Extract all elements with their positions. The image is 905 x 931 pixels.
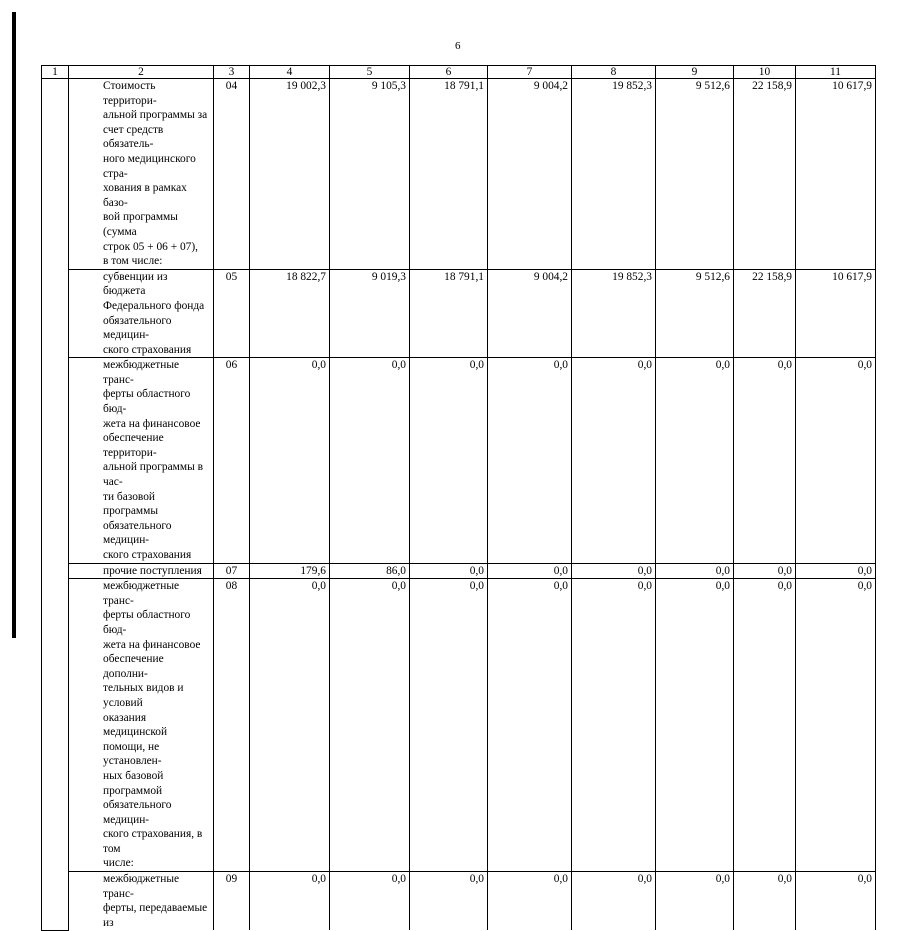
- row-code: 07: [214, 563, 250, 579]
- value-cell: 19 002,3: [250, 79, 330, 270]
- table-row: [42, 563, 876, 579]
- value-cell: 0,0: [734, 872, 796, 931]
- value-cell: 0,0: [796, 563, 876, 579]
- row-code: 06: [214, 358, 250, 563]
- value-cell: 86,0: [330, 563, 410, 579]
- value-cell: 0,0: [656, 872, 734, 931]
- value-cell: 0,0: [330, 358, 410, 563]
- table-row: [42, 358, 876, 563]
- row-description: Стоимость территори- альной программы за счет средств обязатель- ного медицинского стра- хования в рамках базо- вой программы (сумма строк 05 + 06 + 07), в том числе:: [69, 79, 214, 270]
- value-cell: 0,0: [330, 872, 410, 931]
- row-code: 08: [214, 579, 250, 872]
- value-cell: 10 617,9: [796, 269, 876, 358]
- value-cell: 0,0: [410, 579, 488, 872]
- page-binding-line: [12, 12, 16, 638]
- row-description: межбюджетные транс- ферты, передаваемые из: [69, 872, 214, 931]
- header-cell: 10: [734, 66, 796, 79]
- value-cell: 0,0: [410, 872, 488, 931]
- table-row: [42, 269, 876, 358]
- value-cell: 0,0: [488, 358, 572, 563]
- row-description: межбюджетные транс- ферты областного бюд- жета на финансовое обеспечение территори- альной программы в час- ти базовой программы обязательного медицин- ского страхования: [69, 358, 214, 563]
- table-row: [42, 872, 876, 931]
- value-cell: 0,0: [572, 579, 656, 872]
- value-cell: 0,0: [656, 358, 734, 563]
- row-number-cell: [42, 79, 69, 931]
- value-cell: 0,0: [796, 358, 876, 563]
- value-cell: 0,0: [656, 579, 734, 872]
- page-number: 6: [455, 40, 461, 52]
- row-description: межбюджетные транс- ферты областного бюд- жета на финансовое обеспечение дополни- тельных видов и условий оказания медицинской помощи, не установлен- ных базовой программой обязательного медицин- ского страхования, в том числе:: [69, 579, 214, 872]
- value-cell: 19 852,3: [572, 269, 656, 358]
- value-cell: 22 158,9: [734, 79, 796, 270]
- value-cell: 0,0: [734, 579, 796, 872]
- value-cell: 0,0: [410, 563, 488, 579]
- table-row: [42, 79, 876, 270]
- table-row: [42, 579, 876, 872]
- header-cell: 6: [410, 66, 488, 79]
- header-cell: 2: [69, 66, 214, 79]
- header-cell: 9: [656, 66, 734, 79]
- value-cell: 22 158,9: [734, 269, 796, 358]
- value-cell: 10 617,9: [796, 79, 876, 270]
- value-cell: 0,0: [250, 358, 330, 563]
- value-cell: 0,0: [330, 579, 410, 872]
- value-cell: 9 105,3: [330, 79, 410, 270]
- header-cell: 7: [488, 66, 572, 79]
- value-cell: 0,0: [572, 872, 656, 931]
- value-cell: 9 512,6: [656, 269, 734, 358]
- header-cell: 11: [796, 66, 876, 79]
- value-cell: 0,0: [572, 563, 656, 579]
- value-cell: 0,0: [734, 563, 796, 579]
- row-description: прочие поступления: [69, 563, 214, 579]
- value-cell: 0,0: [250, 579, 330, 872]
- header-cell: 1: [42, 66, 69, 79]
- row-code: 04: [214, 79, 250, 270]
- value-cell: 9 004,2: [488, 79, 572, 270]
- value-cell: 9 019,3: [330, 269, 410, 358]
- value-cell: 18 791,1: [410, 269, 488, 358]
- row-description: субвенции из бюджета Федерального фонда обязательного медицин- ского страхования: [69, 269, 214, 358]
- value-cell: 0,0: [796, 872, 876, 931]
- table-header-row: [42, 66, 876, 79]
- value-cell: 0,0: [656, 563, 734, 579]
- value-cell: 0,0: [488, 579, 572, 872]
- value-cell: 0,0: [488, 872, 572, 931]
- header-cell: 4: [250, 66, 330, 79]
- value-cell: 18 791,1: [410, 79, 488, 270]
- row-code: 09: [214, 872, 250, 931]
- value-cell: 0,0: [488, 563, 572, 579]
- header-cell: 5: [330, 66, 410, 79]
- value-cell: 0,0: [572, 358, 656, 563]
- value-cell: 0,0: [796, 579, 876, 872]
- row-code: 05: [214, 269, 250, 358]
- value-cell: 179,6: [250, 563, 330, 579]
- header-cell: 8: [572, 66, 656, 79]
- value-cell: 0,0: [250, 872, 330, 931]
- value-cell: 18 822,7: [250, 269, 330, 358]
- value-cell: 9 512,6: [656, 79, 734, 270]
- header-cell: 3: [214, 66, 250, 79]
- value-cell: 19 852,3: [572, 79, 656, 270]
- value-cell: 0,0: [410, 358, 488, 563]
- budget-table: [41, 65, 876, 931]
- value-cell: 0,0: [734, 358, 796, 563]
- value-cell: 9 004,2: [488, 269, 572, 358]
